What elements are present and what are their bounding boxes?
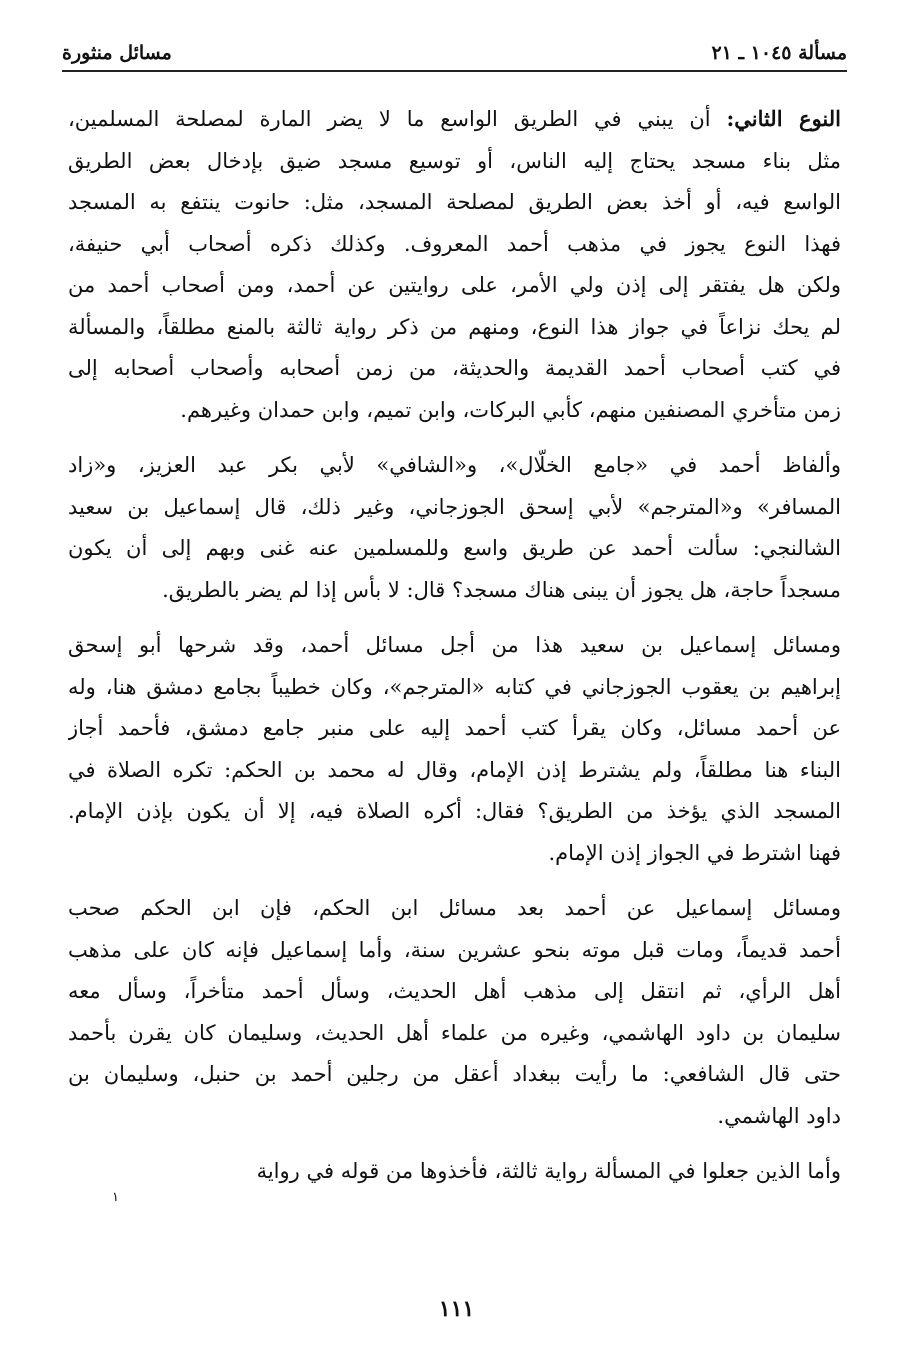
text-line [68, 791, 841, 833]
line-text: ومسائل إسماعيل بن سعيد هذا من أجل مسائل أحمد، وقد شرحها أبو إسحق [68, 633, 841, 657]
text-line [68, 528, 841, 570]
line-text: المسجد الذي يؤخذ من الطريق؟ فقال: أكره الصلاة فيه، إلا أن يكون بإذن الإمام. [68, 799, 841, 823]
text-line [68, 971, 841, 1013]
body-text [68, 98, 841, 1265]
text-line [68, 667, 841, 709]
line-text: لم يحك نزاعاً في جواز هذا النوع، ومنهم من ذكر رواية ثالثة بالمنع مطلقاً، والمسألة [68, 314, 841, 339]
text-line [68, 445, 841, 487]
line-text: إبراهيم بن يعقوب الجوزجاني في كتابه «المترجم»، وكان خطيباً بجامع دمشق هنا، وله [68, 674, 841, 699]
text-line [68, 265, 841, 307]
line-text: داود الهاشمي. [717, 1103, 841, 1128]
text-line [68, 182, 841, 224]
line-text: الشالنجي: سألت أحمد عن طريق واسع وللمسلمين عنه غنى وبهم إلى أن يكون [68, 536, 841, 560]
text-line [68, 708, 841, 750]
line-text: سليمان بن داود الهاشمي، وغيره من علماء أهل الحديث، وسليمان كان يقرن بأحمد [68, 1020, 841, 1045]
text-line [68, 307, 841, 349]
line-text: أن يبني في الطريق الواسع ما لا يضر المارة لمصلحة المسلمين، [68, 107, 711, 131]
line-text: ومسائل إسماعيل عن أحمد بعد مسائل ابن الحكم، فإن ابن الحكم صحب [68, 896, 841, 920]
header-section-title: مسائل منثورة [62, 42, 172, 64]
line-text: ولكن هل يفتقر إلى إذن ولي الأمر، على روايتين عن أحمد، ومن أصحاب أحمد من [68, 273, 841, 297]
line-text: فهذا النوع يجوز في مذهب أحمد المعروف. وكذلك ذكره أصحاب أبي حنيفة، [68, 231, 841, 256]
paragraph [68, 625, 841, 874]
paragraph-lead: النوع الثاني: [726, 106, 841, 131]
text-line [68, 487, 841, 529]
running-header [62, 38, 847, 72]
text-line [68, 833, 841, 875]
text-line [68, 930, 841, 972]
line-text: الواسع فيه، أو أخذ بعض الطريق لمصلحة المسجد، مثل: حانوت ينتفع به المسجد [68, 190, 841, 214]
line-text: البناء هنا مطلقاً، ولم يشترط إذن الإمام، وقال له محمد بن الحكم: تكره الصلاة في [68, 757, 841, 782]
paragraph [68, 888, 841, 1137]
text-line [68, 888, 841, 930]
paragraph [68, 445, 841, 611]
line-text: في كتب أصحاب أحمد القديمة والحديثة، من زمن أصحابه وأصحاب أصحابه إلى [68, 356, 841, 380]
text-line [68, 390, 841, 432]
paragraph [68, 98, 841, 431]
line-text: زمن متأخري المصنفين منهم، كأبي البركات، وابن تميم، وابن حمدان وغيرهم. [180, 397, 841, 422]
line-text: حتى قال الشافعي: ما رأيت ببغداد أعقل من رجلين أحمد بن حنبل، وسليمان بن [68, 1062, 841, 1086]
text-line [68, 750, 841, 792]
paragraph [68, 1151, 841, 1193]
text-line [68, 1151, 841, 1193]
text-line [68, 1013, 841, 1055]
line-text: وأما الذين جعلوا في المسألة رواية ثالثة، فأخذوها من قوله في رواية [256, 1159, 841, 1183]
line-text: أحمد قديماً، ومات قبل موته بنحو عشرين سنة، وأما إسماعيل فإنه كان على مذهب [68, 937, 841, 962]
text-line [68, 1054, 841, 1096]
line-text: المسافر» و«المترجم» لأبي إسحق الجوزجاني، وغير ذلك، قال إسماعيل بن سعيد [68, 494, 841, 519]
line-text: وألفاظ أحمد في «جامع الخلّال»، و«الشافي» لأبي بكر عبد العزيز، و«زاد [68, 453, 841, 477]
line-text: أهل الرأي، ثم انتقل إلى مذهب أهل الحديث، وسأل أحمد متأخراً، وسأل معه [68, 979, 841, 1003]
text-line [68, 1096, 841, 1138]
header-chapter-ref: مسألة ١٠٤٥ ـ ٢١ [711, 42, 847, 64]
footnote-mark: ١ [112, 1190, 119, 1205]
text-line [68, 570, 841, 612]
line-text: فهنا اشترط في الجواز إذن الإمام. [548, 840, 841, 865]
line-text: مسجداً حاجة، هل يجوز أن يبنى هناك مسجد؟ قال: لا بأس إذا لم يضر بالطريق. [162, 577, 841, 602]
text-line [68, 625, 841, 667]
page-number: ١١١ [438, 1296, 475, 1322]
text-line [68, 98, 841, 141]
text-line [68, 224, 841, 266]
line-text: مثل بناء مسجد يحتاج إليه الناس، أو توسيع مسجد ضيق بإدخال بعض الطريق [68, 148, 841, 173]
line-text: عن أحمد مسائل، وكان يقرأ كتب أحمد إليه على منبر جامع دمشق، فأحمد أجاز [68, 716, 841, 740]
text-line [68, 141, 841, 183]
text-line [68, 348, 841, 390]
